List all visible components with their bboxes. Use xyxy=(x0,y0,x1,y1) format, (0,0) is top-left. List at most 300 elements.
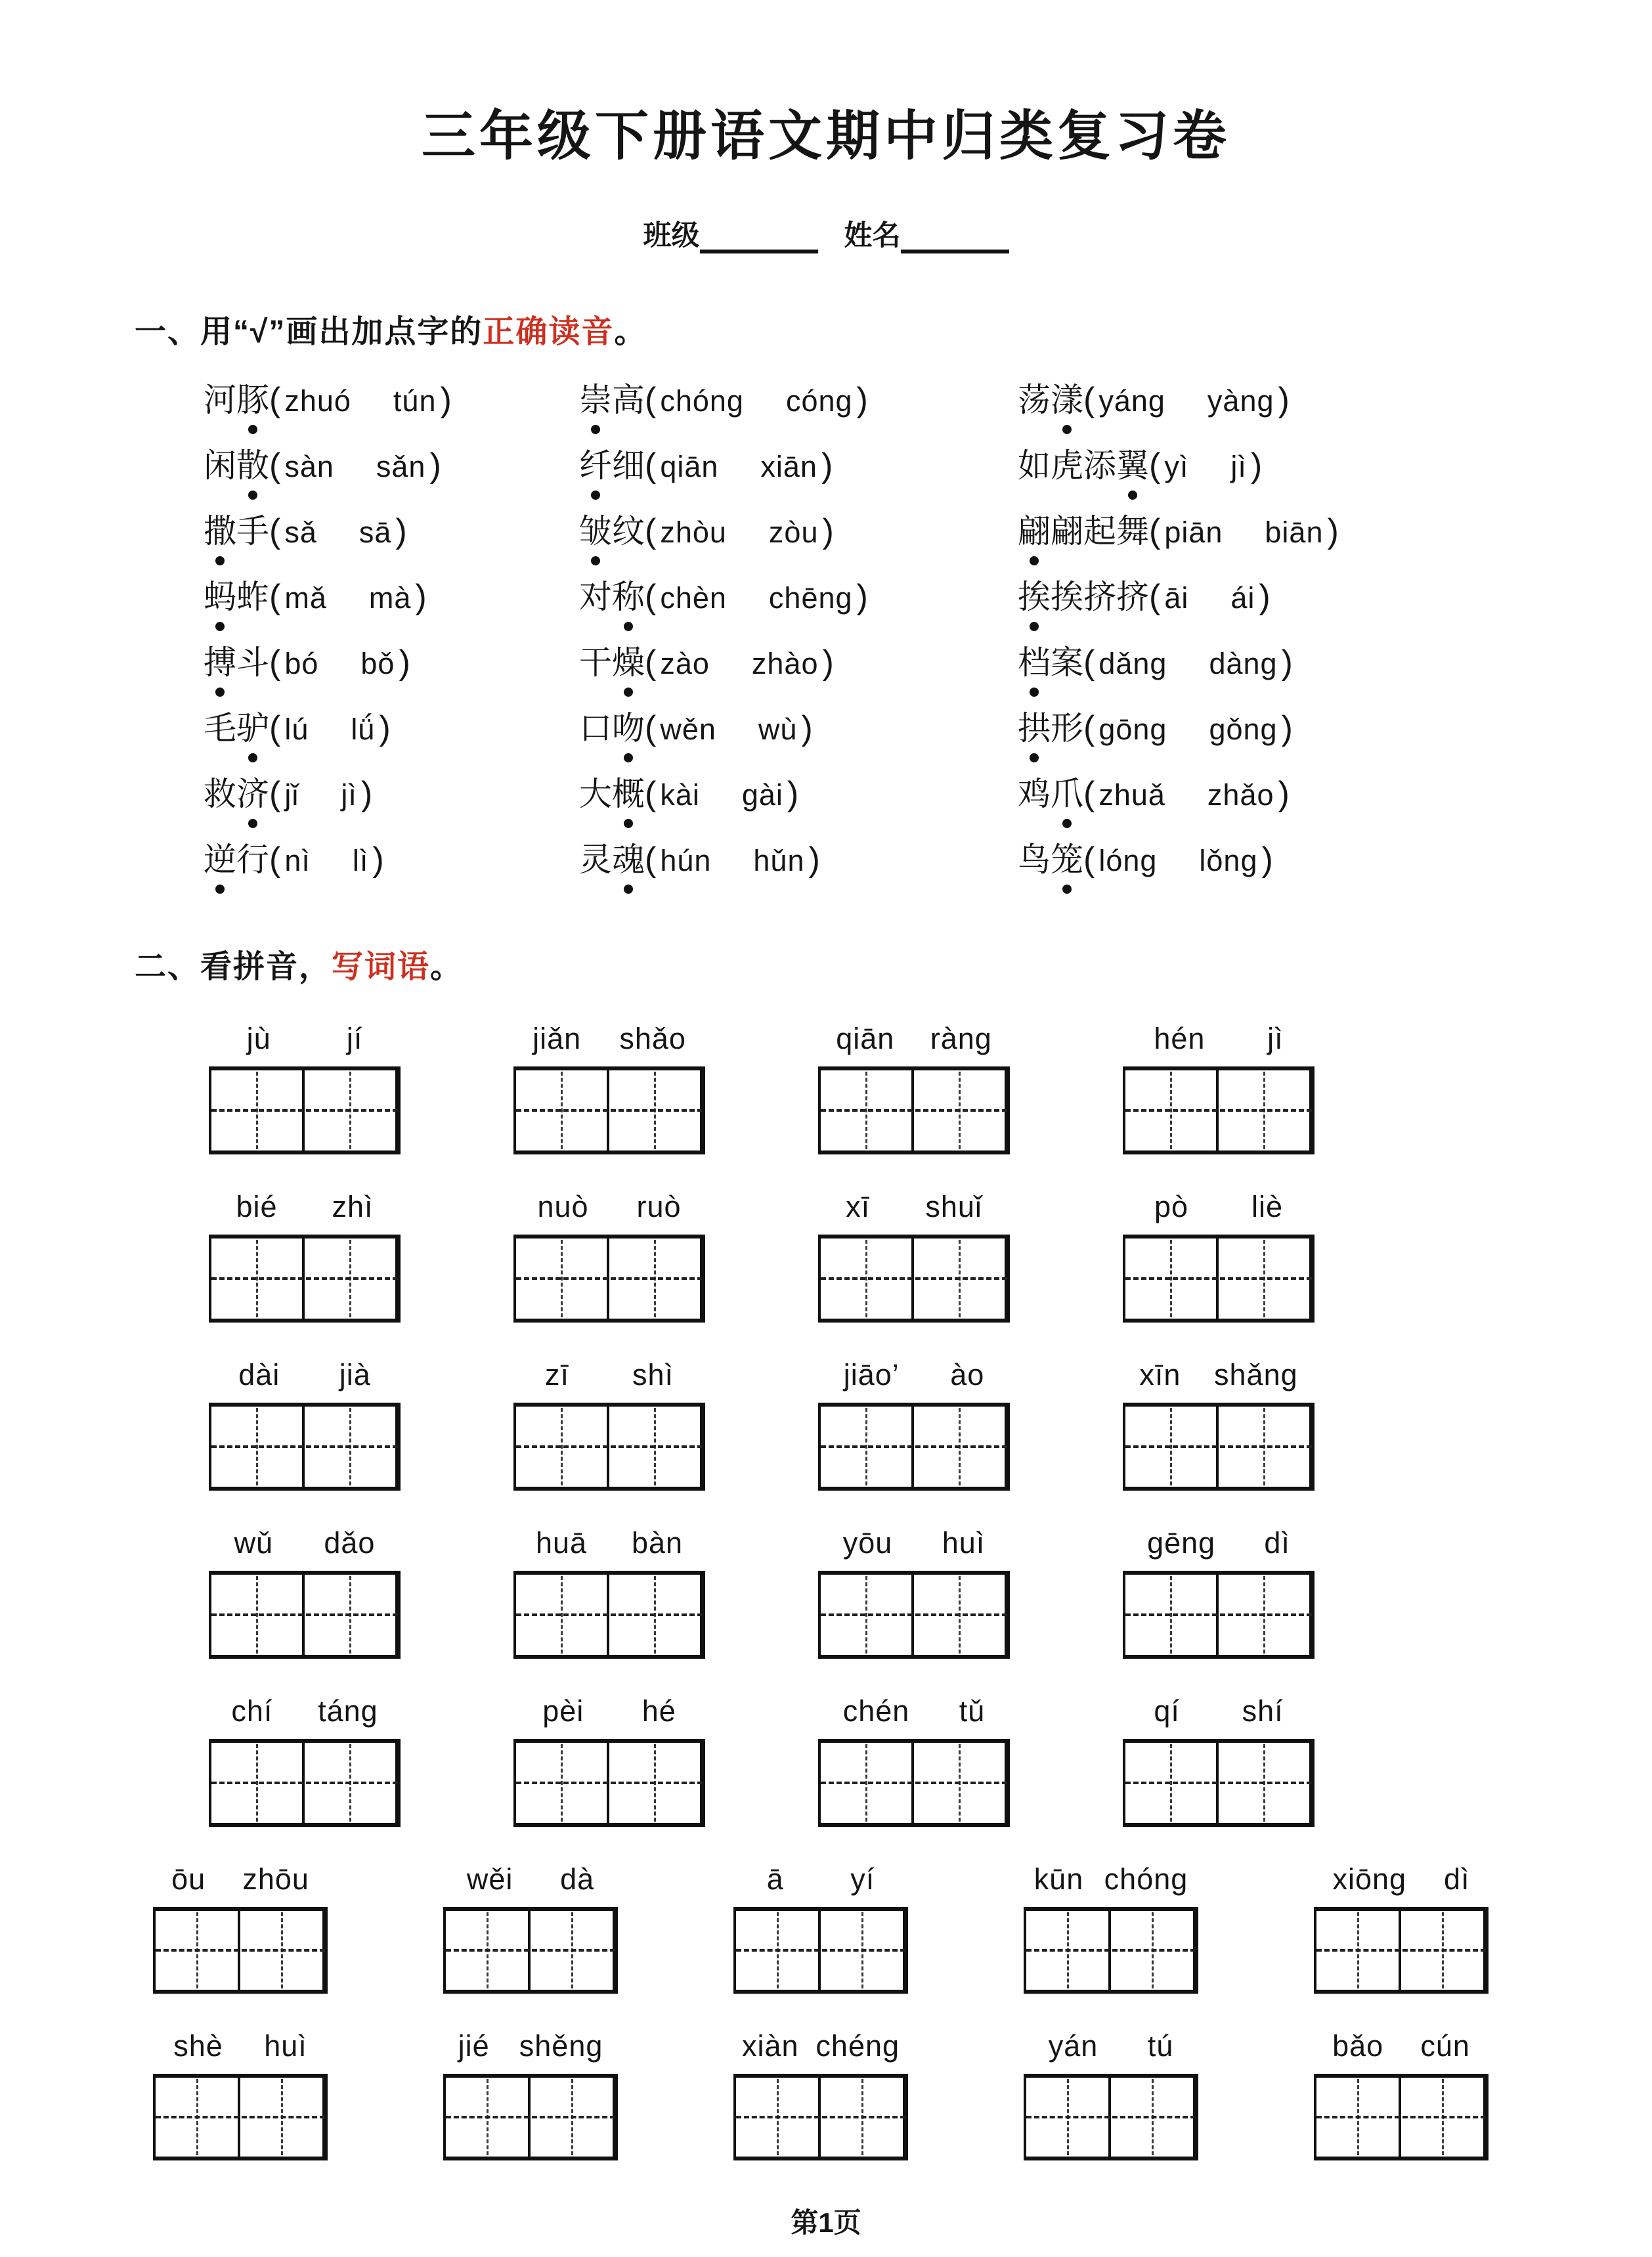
pinyin-option-1[interactable]: zhuó xyxy=(284,384,351,418)
word-item xyxy=(579,776,1018,841)
pinyin-option-1[interactable]: yì xyxy=(1164,450,1189,483)
answer-cell[interactable] xyxy=(1125,1238,1219,1319)
answer-grid xyxy=(818,1739,1010,1827)
answer-cell[interactable] xyxy=(1219,1743,1312,1823)
pinyin-option-2[interactable]: lǘ xyxy=(351,712,376,746)
dotted-char: 笼 xyxy=(1051,841,1083,878)
answer-grid xyxy=(1314,2074,1489,2160)
dotted-char: 纤 xyxy=(579,447,612,484)
pinyin-option-2[interactable]: ái xyxy=(1230,581,1255,615)
word-item xyxy=(579,841,1018,907)
open-paren: ( xyxy=(269,644,281,682)
pinyin-word xyxy=(513,1694,705,1827)
answer-cell[interactable] xyxy=(609,1238,703,1319)
dotted-char: 济 xyxy=(236,776,269,812)
answer-cell[interactable] xyxy=(821,1575,914,1655)
close-paren: ) xyxy=(379,709,391,747)
word-item xyxy=(204,841,579,907)
close-paren: ) xyxy=(822,512,834,550)
pinyin-word xyxy=(513,1190,705,1323)
word-char: 高 xyxy=(612,382,645,418)
pinyin-option-1[interactable]: gōng xyxy=(1098,712,1167,746)
pinyin-label xyxy=(733,1862,908,1896)
answer-cell[interactable] xyxy=(821,2078,905,2157)
answer-cell[interactable] xyxy=(821,1911,905,1990)
answer-cell[interactable] xyxy=(1111,2078,1196,2157)
word-char: 舞 xyxy=(1116,513,1149,550)
pinyin-label xyxy=(153,2029,328,2063)
answer-grid xyxy=(1314,1907,1489,1994)
pinyin-syllable: chóng xyxy=(1104,1862,1188,1896)
open-paren: ( xyxy=(269,841,281,879)
answer-cell[interactable] xyxy=(446,2078,531,2157)
pinyin-word xyxy=(513,1526,705,1659)
answer-cell[interactable] xyxy=(609,1070,703,1150)
pinyin-syllable: shè xyxy=(173,2029,223,2063)
answer-cell[interactable] xyxy=(1125,1407,1219,1487)
word-char: 起 xyxy=(1083,513,1116,550)
pinyin-option-2[interactable]: hǔn xyxy=(753,844,805,877)
pinyin-option-2[interactable]: lǒng xyxy=(1199,844,1258,877)
pinyin-syllable: xiōng xyxy=(1332,1862,1407,1896)
close-paren: ) xyxy=(399,644,410,682)
section1-heading xyxy=(135,306,1652,351)
pinyin-label xyxy=(443,1862,618,1896)
answer-cell[interactable] xyxy=(156,1911,240,1990)
pinyin-option-1[interactable]: zhòu xyxy=(660,515,727,549)
answer-cell[interactable] xyxy=(1026,2078,1111,2157)
pinyin-syllable: jì xyxy=(1267,1022,1284,1055)
open-paren: ( xyxy=(1083,644,1095,682)
pinyin-option-2[interactable]: wù xyxy=(758,712,798,746)
answer-grid xyxy=(209,1066,401,1154)
word-item xyxy=(1018,447,1652,513)
answer-grid xyxy=(513,1403,705,1491)
answer-cell[interactable] xyxy=(516,1407,609,1487)
pinyin-label xyxy=(1314,1862,1489,1896)
pinyin-option-2[interactable]: chēng xyxy=(768,581,853,615)
word-item xyxy=(579,579,1018,644)
pinyin-syllable: hé xyxy=(641,1694,676,1728)
pinyin-syllable: bǎo xyxy=(1332,2029,1384,2063)
section2-number: 二、 xyxy=(135,950,201,984)
class-name-line xyxy=(0,213,1652,253)
pinyin-syllable: qiān xyxy=(836,1022,895,1055)
answer-grid xyxy=(1024,2074,1198,2160)
section2-highlight: 写词语 xyxy=(332,950,431,984)
answer-cell[interactable] xyxy=(446,1911,531,1990)
pinyin-syllable: pò xyxy=(1154,1190,1189,1223)
answer-cell[interactable] xyxy=(1316,1911,1401,1990)
close-paren: ) xyxy=(821,447,833,485)
pinyin-syllable: tǔ xyxy=(959,1694,986,1728)
answer-cell[interactable] xyxy=(1026,1911,1111,1990)
pinyin-option-1[interactable]: nì xyxy=(284,844,311,877)
pinyin-option-1[interactable]: qiān xyxy=(660,450,719,483)
answer-cell[interactable] xyxy=(1219,1575,1312,1655)
close-paren: ) xyxy=(1278,775,1290,813)
pinyin-option-1[interactable]: bó xyxy=(284,647,319,680)
answer-cell[interactable] xyxy=(1125,1575,1219,1655)
answer-cell[interactable] xyxy=(821,1743,914,1823)
word-item xyxy=(1018,382,1652,447)
pinyin-word xyxy=(818,1358,1010,1491)
pinyin-word xyxy=(1024,2029,1198,2160)
word-item xyxy=(1018,710,1652,776)
section1-words xyxy=(204,382,1652,907)
answer-cell[interactable] xyxy=(516,1575,609,1655)
answer-cell[interactable] xyxy=(914,1238,1007,1319)
pinyin-row xyxy=(209,1022,1652,1154)
answer-cell[interactable] xyxy=(516,1743,609,1823)
pinyin-option-1[interactable]: wěn xyxy=(660,712,716,746)
answer-grid xyxy=(443,2074,618,2160)
pinyin-syllable: wǔ xyxy=(234,1526,274,1560)
pinyin-label xyxy=(1123,1694,1315,1728)
open-paren: ( xyxy=(269,775,281,813)
answer-cell[interactable] xyxy=(531,1911,615,1990)
pinyin-syllable: ruò xyxy=(636,1190,682,1223)
answer-grid xyxy=(209,1739,401,1827)
pinyin-option-2[interactable]: dàng xyxy=(1209,647,1278,680)
answer-grid xyxy=(1123,1066,1315,1154)
answer-cell[interactable] xyxy=(305,1743,398,1823)
pinyin-label xyxy=(209,1022,401,1056)
pinyin-word xyxy=(818,1694,1010,1827)
dotted-char: 驴 xyxy=(236,710,269,747)
pinyin-syllable: qí xyxy=(1154,1694,1180,1728)
answer-cell[interactable] xyxy=(609,1743,703,1823)
pinyin-label xyxy=(818,1526,1010,1560)
dotted-char: 爪 xyxy=(1051,776,1083,812)
pinyin-syllable: dà xyxy=(560,1862,595,1896)
word-char: 干 xyxy=(579,644,612,681)
section1-highlight: 正确读音 xyxy=(483,315,615,349)
word-char: 大 xyxy=(579,776,612,812)
answer-cell[interactable] xyxy=(531,2078,615,2157)
pinyin-option-2[interactable]: zòu xyxy=(768,515,819,549)
pinyin-syllable: cún xyxy=(1420,2029,1470,2063)
answer-grid xyxy=(818,1066,1010,1154)
pinyin-syllable: yí xyxy=(850,1862,875,1896)
close-paren: ) xyxy=(1259,578,1271,616)
page-title: 三年级下册语文期中归类复习卷 xyxy=(421,106,1230,166)
word-char: 闲 xyxy=(204,447,236,484)
pinyin-label xyxy=(818,1022,1010,1056)
close-paren: ) xyxy=(395,512,407,550)
answer-cell[interactable] xyxy=(305,1575,398,1655)
pinyin-option-1[interactable]: chèn xyxy=(660,581,727,615)
dotted-char: 散 xyxy=(236,447,269,484)
section2-instruction: 看拼音， xyxy=(200,950,332,984)
answer-cell[interactable] xyxy=(736,1911,821,1990)
answer-grid xyxy=(513,1066,705,1154)
dotted-char: 翩 xyxy=(1018,513,1051,550)
pinyin-syllable: zhōu xyxy=(242,1862,309,1896)
pinyin-option-2[interactable]: tún xyxy=(393,384,437,418)
pinyin-label xyxy=(513,1358,705,1392)
pinyin-word xyxy=(1123,1022,1315,1154)
pinyin-option-1[interactable]: zào xyxy=(660,647,710,680)
pinyin-syllable: zhì xyxy=(332,1190,374,1223)
pinyin-label xyxy=(1314,2029,1489,2063)
word-item xyxy=(204,776,579,841)
answer-cell[interactable] xyxy=(1125,1070,1219,1150)
answer-grid xyxy=(513,1235,705,1323)
open-paren: ( xyxy=(1083,709,1095,747)
answer-grid xyxy=(1123,1739,1315,1827)
answer-grid xyxy=(153,2074,328,2160)
answer-grid xyxy=(818,1571,1010,1659)
dotted-char: 逆 xyxy=(204,841,236,878)
dotted-char: 概 xyxy=(612,776,645,812)
pinyin-row xyxy=(209,1694,1652,1827)
answer-cell[interactable] xyxy=(211,1743,305,1823)
answer-grid xyxy=(1123,1235,1315,1323)
close-paren: ) xyxy=(787,775,799,813)
pinyin-option-2[interactable]: biān xyxy=(1265,515,1324,549)
answer-cell[interactable] xyxy=(736,2078,821,2157)
pinyin-word xyxy=(818,1022,1010,1154)
pinyin-word xyxy=(443,1862,618,1994)
pinyin-syllable: shǎo xyxy=(619,1022,686,1055)
answer-grid xyxy=(733,1907,908,1994)
pinyin-syllable: jiāo’ xyxy=(843,1358,900,1391)
word-char: 行 xyxy=(236,841,269,878)
pinyin-option-1[interactable]: yáng xyxy=(1098,384,1165,418)
pinyin-option-2[interactable]: jì xyxy=(1230,450,1247,483)
name-label: 姓名 xyxy=(844,220,901,252)
pinyin-option-2[interactable]: jì xyxy=(341,778,357,812)
pinyin-option-1[interactable]: dǎng xyxy=(1098,647,1167,680)
pinyin-word xyxy=(513,1022,705,1154)
word-item xyxy=(204,579,579,644)
pinyin-option-2[interactable]: zhào xyxy=(751,647,819,680)
pinyin-syllable: táng xyxy=(318,1694,378,1728)
pinyin-syllable: ào xyxy=(950,1358,985,1391)
answer-cell[interactable] xyxy=(240,2078,325,2157)
word-char: 毛 xyxy=(204,710,236,747)
pinyin-word xyxy=(1123,1526,1315,1659)
pinyin-syllable: dì xyxy=(1264,1526,1290,1560)
answer-cell[interactable] xyxy=(1111,1911,1196,1990)
pinyin-option-1[interactable]: mǎ xyxy=(284,581,327,615)
word-item xyxy=(1018,841,1652,907)
word-char: 手 xyxy=(236,513,269,550)
answer-cell[interactable] xyxy=(1219,1070,1312,1150)
pinyin-word xyxy=(209,1526,401,1659)
close-paren: ) xyxy=(1327,512,1339,550)
answer-cell[interactable] xyxy=(211,1238,305,1319)
pinyin-label xyxy=(513,1190,705,1224)
answer-cell[interactable] xyxy=(1125,1743,1219,1823)
pinyin-syllable: liè xyxy=(1251,1190,1284,1223)
answer-cell[interactable] xyxy=(516,1238,609,1319)
close-paren: ) xyxy=(808,841,820,879)
word-char: 口 xyxy=(579,710,612,747)
word-item xyxy=(204,644,579,710)
answer-cell[interactable] xyxy=(821,1070,914,1150)
section2-heading xyxy=(135,941,1652,986)
pinyin-syllable: jí xyxy=(346,1022,363,1055)
pinyin-label xyxy=(513,1022,705,1056)
pinyin-syllable: hén xyxy=(1154,1022,1206,1055)
word-char: 荡 xyxy=(1018,382,1051,418)
dotted-char: 挨 xyxy=(1018,579,1051,615)
answer-cell[interactable] xyxy=(821,1238,914,1319)
word-char: 挨 xyxy=(1051,579,1083,615)
answer-cell[interactable] xyxy=(609,1575,703,1655)
class-label: 班级 xyxy=(643,220,700,252)
answer-cell[interactable] xyxy=(211,1407,305,1487)
pinyin-option-2[interactable]: gài xyxy=(741,778,783,812)
pinyin-option-1[interactable]: āi xyxy=(1164,581,1189,615)
pinyin-option-1[interactable]: sǎ xyxy=(284,515,317,549)
name-blank[interactable] xyxy=(901,223,1009,253)
answer-cell[interactable] xyxy=(821,1407,914,1487)
class-blank[interactable] xyxy=(700,223,818,253)
answer-cell[interactable] xyxy=(914,1407,1007,1487)
section1-instruction: 用“√”画出加点字的 xyxy=(200,315,483,349)
answer-cell[interactable] xyxy=(914,1575,1007,1655)
open-paren: ( xyxy=(269,709,281,747)
pinyin-word xyxy=(733,2029,908,2160)
pinyin-syllable: xīn xyxy=(1139,1358,1181,1391)
word-item xyxy=(1018,644,1652,710)
pinyin-option-2[interactable]: sǎn xyxy=(376,450,426,483)
pinyin-syllable: dì xyxy=(1443,1862,1470,1896)
pinyin-syllable: jiǎn xyxy=(533,1022,582,1055)
pinyin-label xyxy=(1024,2029,1198,2063)
answer-cell[interactable] xyxy=(914,1070,1007,1150)
word-char: 案 xyxy=(1051,644,1083,681)
word-item xyxy=(204,710,579,776)
pinyin-option-2[interactable]: yàng xyxy=(1207,384,1274,418)
open-paren: ( xyxy=(1149,512,1161,550)
pinyin-option-1[interactable]: zhuǎ xyxy=(1098,778,1165,812)
pinyin-syllable: dài xyxy=(238,1358,280,1391)
close-paren: ) xyxy=(1261,841,1273,879)
pinyin-option-2[interactable]: cóng xyxy=(785,384,853,418)
word-char: 河 xyxy=(204,382,236,418)
open-paren: ( xyxy=(645,841,657,879)
close-paren: ) xyxy=(360,775,373,813)
pinyin-row xyxy=(209,1190,1652,1323)
answer-cell[interactable] xyxy=(211,1575,305,1655)
pinyin-label xyxy=(733,2029,908,2063)
close-paren: ) xyxy=(856,578,868,616)
pinyin-syllable: huì xyxy=(942,1526,986,1560)
pinyin-syllable: shí xyxy=(1242,1694,1284,1728)
pinyin-option-1[interactable]: sàn xyxy=(284,450,334,483)
word-item xyxy=(1018,579,1652,644)
open-paren: ( xyxy=(645,578,657,616)
pinyin-option-2[interactable]: gǒng xyxy=(1209,712,1278,746)
open-paren: ( xyxy=(269,578,281,616)
answer-grid xyxy=(1024,1907,1198,1994)
pinyin-option-2[interactable]: zhǎo xyxy=(1207,778,1274,812)
pinyin-syllable: xiàn xyxy=(741,2029,799,2063)
answer-grid xyxy=(209,1403,401,1491)
pinyin-syllable: dǎo xyxy=(324,1526,376,1560)
open-paren: ( xyxy=(1149,578,1161,616)
pinyin-option-1[interactable]: jǐ xyxy=(284,778,299,812)
answer-cell[interactable] xyxy=(609,1407,703,1487)
pinyin-word xyxy=(209,1694,401,1827)
pinyin-word xyxy=(153,2029,328,2160)
answer-cell[interactable] xyxy=(914,1743,1007,1823)
word-char: 对 xyxy=(579,579,612,615)
pinyin-word xyxy=(818,1190,1010,1323)
answer-cell[interactable] xyxy=(1401,2078,1486,2157)
answer-cell[interactable] xyxy=(516,1070,609,1150)
pinyin-label xyxy=(209,1358,401,1392)
close-paren: ) xyxy=(856,381,868,419)
pinyin-option-1[interactable]: lú xyxy=(284,712,309,746)
answer-grid xyxy=(1123,1571,1315,1659)
dotted-char: 档 xyxy=(1018,644,1051,681)
pinyin-option-2[interactable]: sā xyxy=(359,515,392,549)
answer-cell[interactable] xyxy=(1401,1911,1486,1990)
word-char: 蚱 xyxy=(236,579,269,615)
pinyin-option-1[interactable]: hún xyxy=(660,844,712,877)
answer-cell[interactable] xyxy=(211,1070,305,1150)
pinyin-syllable: huì xyxy=(264,2029,307,2063)
pinyin-syllable: ràng xyxy=(930,1022,992,1055)
answer-cell[interactable] xyxy=(156,2078,240,2157)
close-paren: ) xyxy=(415,578,427,616)
dotted-char: 搏 xyxy=(204,644,236,681)
pinyin-word xyxy=(1123,1358,1315,1491)
pinyin-syllable: shì xyxy=(632,1358,674,1391)
pinyin-syllable: xī xyxy=(846,1190,871,1223)
answer-grid xyxy=(818,1403,1010,1491)
answer-cell[interactable] xyxy=(305,1407,398,1487)
pinyin-option-2[interactable]: bǒ xyxy=(360,647,395,680)
close-paren: ) xyxy=(372,841,384,879)
answer-cell[interactable] xyxy=(1316,2078,1401,2157)
pinyin-option-1[interactable]: lóng xyxy=(1098,844,1158,877)
answer-cell[interactable] xyxy=(305,1070,398,1150)
pinyin-option-1[interactable]: chóng xyxy=(660,384,744,418)
answer-grid xyxy=(209,1571,401,1659)
pinyin-syllable: zī xyxy=(544,1358,569,1391)
word-char: 挤 xyxy=(1083,579,1116,615)
pinyin-word xyxy=(513,1358,705,1491)
answer-cell[interactable] xyxy=(1219,1407,1312,1487)
pinyin-label xyxy=(443,2029,618,2063)
answer-cell[interactable] xyxy=(240,1911,325,1990)
pinyin-label xyxy=(818,1694,1010,1728)
pinyin-syllable: tú xyxy=(1147,2029,1174,2063)
word-item xyxy=(204,447,579,513)
pinyin-syllable: yōu xyxy=(842,1526,893,1560)
pinyin-option-1[interactable]: piān xyxy=(1164,515,1223,549)
answer-cell[interactable] xyxy=(305,1238,398,1319)
pinyin-option-1[interactable]: kài xyxy=(660,778,700,812)
pinyin-option-2[interactable]: lì xyxy=(352,844,369,877)
answer-cell[interactable] xyxy=(1219,1238,1312,1319)
pinyin-option-2[interactable]: xiān xyxy=(760,450,817,483)
word-item xyxy=(1018,513,1652,579)
pinyin-label xyxy=(209,1190,401,1224)
pinyin-option-2[interactable]: mà xyxy=(368,581,412,615)
pinyin-syllable: ā xyxy=(766,1862,784,1896)
pinyin-syllable: jù xyxy=(246,1022,271,1055)
pinyin-word xyxy=(733,1862,908,1994)
word-char: 添 xyxy=(1083,447,1116,484)
word-item xyxy=(579,382,1018,447)
